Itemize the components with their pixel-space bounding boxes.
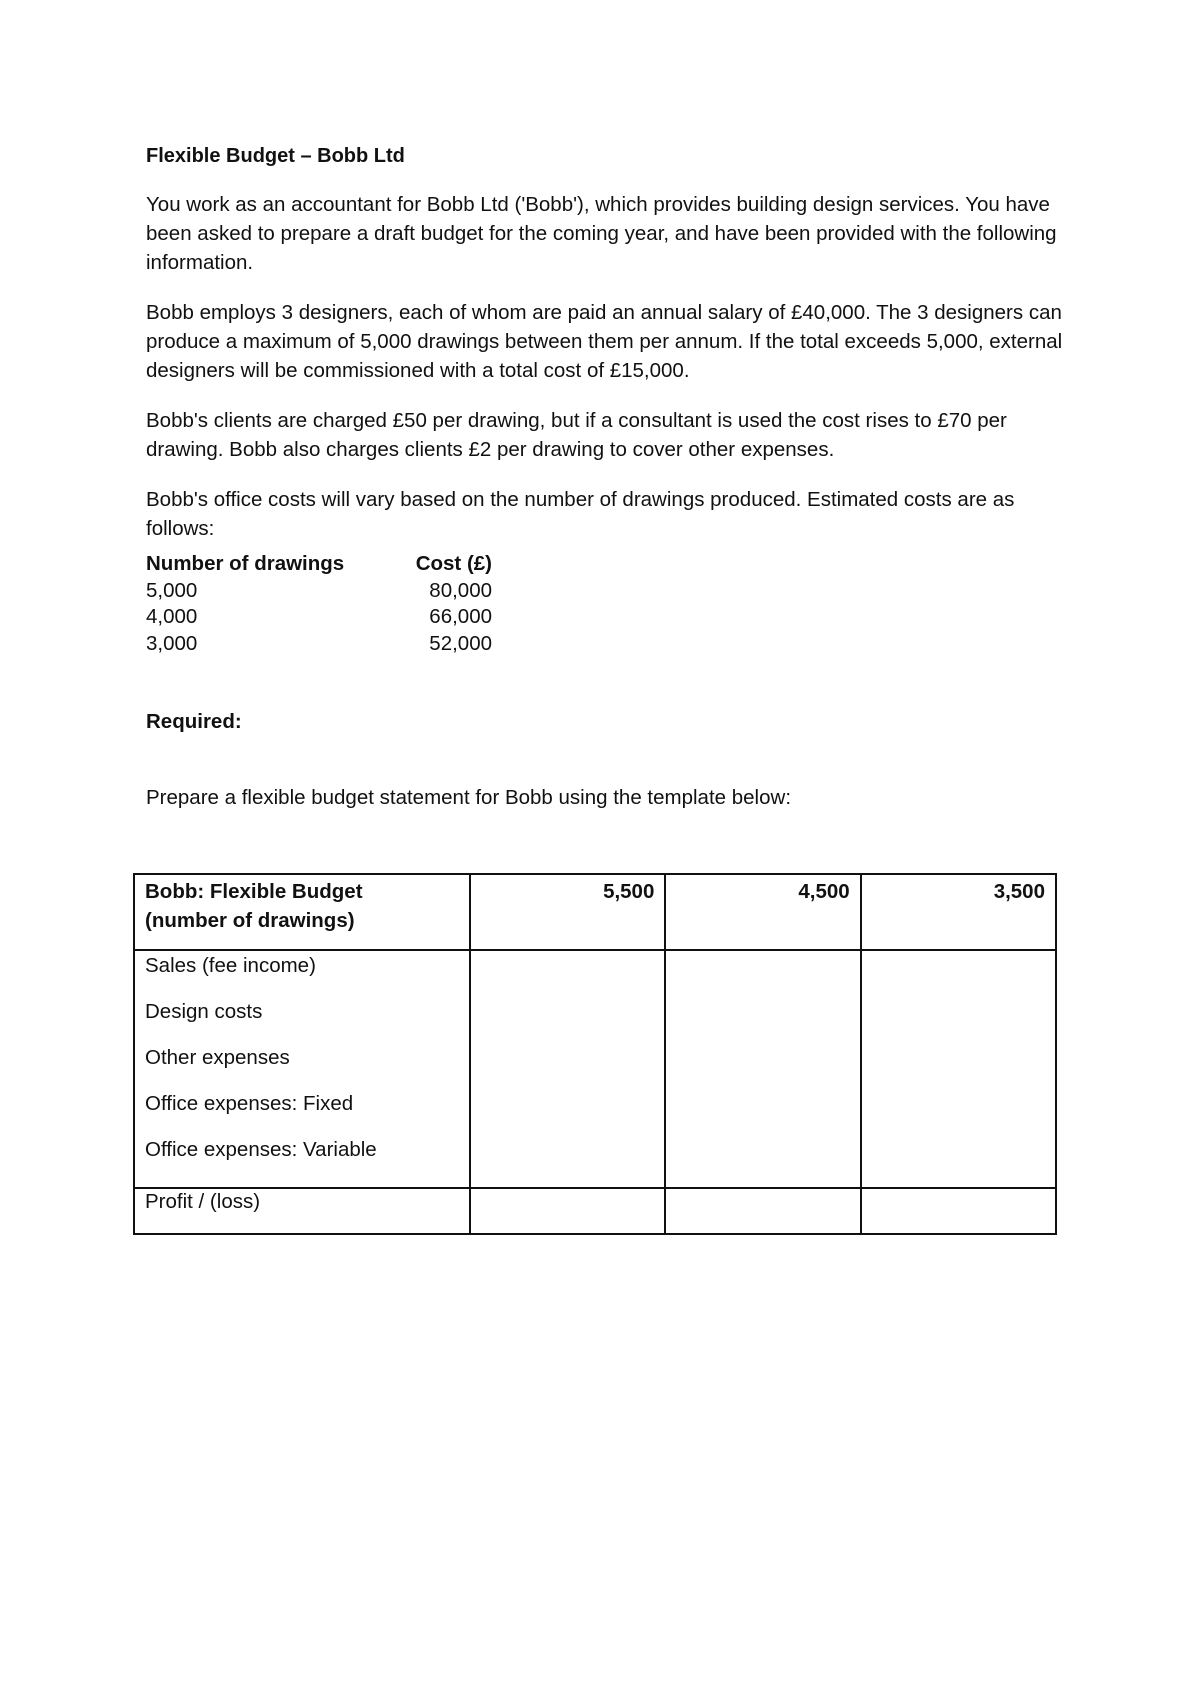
paragraph: Bobb's office costs will vary based on the number of drawings produced. Estimated costs are as follows:: [146, 488, 1015, 540]
column-header-5500: 5,500: [470, 874, 665, 950]
paragraph: Bobb employs 3 designers, each of whom are paid an annual salary of £40,000. The 3 designers can produce a maximum of 5,000 drawings between them per annum. If the total exceeds 5,000, external designers will be commissioned with a total cost of £15,000.: [146, 301, 1063, 382]
header-number-of-drawings: Number of drawings: [146, 552, 345, 575]
budget-header-row: [134, 874, 1056, 950]
instruction-text: Prepare a flexible budget statement for Bobb using the template below:: [146, 786, 792, 809]
cost-value: 52,000: [429, 631, 492, 655]
office-cost-header: [146, 551, 1066, 578]
document-body: [146, 142, 1066, 812]
paragraph: Bobb's clients are charged £50 per drawing, but if a consultant is used the cost rises to £70 per drawing. Bobb also charges clients £2 per drawing to cover other expenses.: [146, 409, 1007, 461]
value-cell-3500[interactable]: [861, 950, 1056, 1188]
line-item-other-expenses: Other expenses: [145, 1046, 290, 1069]
required-heading: Required:: [146, 710, 242, 733]
budget-items-cell: [134, 950, 470, 1188]
drawings-value: 4,000: [146, 605, 198, 628]
value-cell-4500[interactable]: [665, 950, 860, 1188]
office-cost-row: [146, 578, 1066, 605]
drawings-value: 5,000: [146, 578, 198, 602]
document-title: Flexible Budget – Bobb Ltd: [146, 145, 405, 167]
profit-cell-3500[interactable]: [861, 1188, 1056, 1234]
profit-cell-5500[interactable]: [470, 1188, 665, 1234]
budget-header-subtitle: (number of drawings): [145, 909, 355, 932]
office-cost-table: [146, 551, 1066, 657]
column-header-3500: 3,500: [861, 874, 1056, 950]
line-item-design-costs: Design costs: [145, 1000, 263, 1023]
column-header-4500: 4,500: [665, 874, 860, 950]
profit-cell-4500[interactable]: [665, 1188, 860, 1234]
value-cell-5500[interactable]: [470, 950, 665, 1188]
cost-value: 80,000: [429, 578, 492, 602]
header-cost: Cost (£): [415, 552, 492, 575]
line-item-office-variable: Office expenses: Variable: [145, 1138, 377, 1161]
line-item-sales: Sales (fee income): [145, 954, 316, 977]
line-item-office-fixed: Office expenses: Fixed: [145, 1092, 354, 1115]
paragraph: You work as an accountant for Bobb Ltd ('Bobb'), which provides building design services. You have been asked to prepare a draft budget for the coming year, and have been provided with the following information.: [146, 193, 1057, 274]
profit-loss-label: Profit / (loss): [134, 1188, 470, 1234]
flexible-budget-table: [133, 873, 1057, 1235]
drawings-value: 3,000: [146, 631, 198, 655]
office-cost-row: [146, 631, 1066, 658]
budget-header-label: [134, 874, 470, 950]
budget-items-row: [134, 950, 1056, 1188]
cost-value: 66,000: [429, 605, 492, 628]
budget-header-title: Bobb: Flexible Budget: [145, 880, 363, 903]
office-cost-row: [146, 604, 1066, 631]
budget-total-row: [134, 1188, 1056, 1234]
